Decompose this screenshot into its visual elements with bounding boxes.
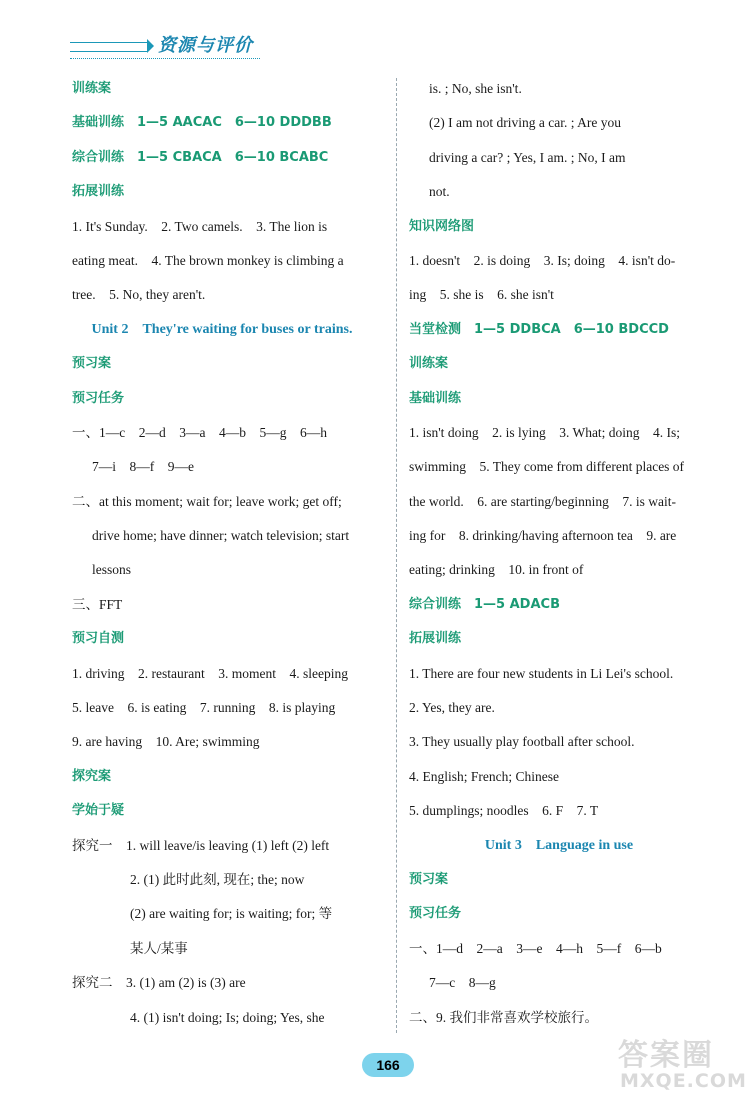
- answer-line: 1. There are four new students in Li Lei's school.: [409, 665, 674, 681]
- answer-line: ing 5. she is 6. she isn't: [409, 287, 554, 303]
- answer-line: drive home; have dinner; watch television; start: [92, 528, 350, 544]
- answer-line: ing for 8. drinking/having afternoon tea 9. are: [409, 528, 677, 544]
- answer-line: 三、FFT: [72, 596, 123, 612]
- header-title: 资源与评价: [158, 35, 253, 56]
- answer-line: 2. (1) 此时此刻, 现在; the; now: [130, 871, 305, 887]
- answer-line: driving a car? ; Yes, I am. ; No, I am: [429, 149, 626, 165]
- answer-line: 二、at this moment; wait for; leave work; get off;: [72, 493, 342, 509]
- answer-line: (2) I am not driving a car. ; Are you: [429, 115, 621, 131]
- answer-line: (2) are waiting for; is waiting; for; 等: [130, 906, 333, 922]
- answer-line: 9. are having 10. Are; swimming: [72, 734, 260, 750]
- section-heading: 知识网络图: [409, 218, 475, 234]
- left-column: [72, 78, 372, 1041]
- answer-line: 探究一 1. will leave/is leaving (1) left (2) left: [72, 837, 330, 853]
- page-number: 166: [362, 1053, 414, 1077]
- unit-title: Unit 2 They're waiting for buses or trains.: [91, 321, 353, 337]
- section-heading: 综合训练 1—5 ADACB: [409, 596, 560, 612]
- page-header: [70, 30, 270, 64]
- section-heading: 学始于疑: [72, 803, 125, 819]
- answer-line: 探究二 3. (1) am (2) is (3) are: [72, 975, 246, 991]
- section-heading: 预习案: [72, 356, 112, 372]
- section-heading: 当堂检测 1—5 DDBCA 6—10 BDCCD: [409, 321, 669, 337]
- section-heading: 训练案: [72, 81, 112, 96]
- section-heading: 综合训练 1—5 CBACA 6—10 BCABC: [72, 149, 329, 165]
- answer-line: 5. dumplings; noodles 6. F 7. T: [409, 803, 599, 819]
- answer-line: 7—c 8—g: [429, 975, 496, 991]
- answer-line: 1. It's Sunday. 2. Two camels. 3. The lion is: [72, 218, 328, 234]
- column-divider: [396, 78, 397, 1033]
- section-heading: 预习任务: [409, 906, 462, 922]
- answer-line: 一、1—d 2—a 3—e 4—h 5—f 6—b: [409, 940, 662, 956]
- answer-line: 某人/某事: [130, 940, 188, 956]
- answer-line: 4. (1) isn't doing; Is; doing; Yes, she: [130, 1009, 325, 1025]
- answer-line: 1. driving 2. restaurant 3. moment 4. sleeping: [72, 665, 348, 681]
- answer-line: 2. Yes, they are.: [409, 700, 495, 716]
- answer-line: eating meat. 4. The brown monkey is climbing a: [72, 252, 344, 268]
- header-arrow-decoration: [70, 42, 148, 52]
- answer-line: 二、9. 我们非常喜欢学校旅行。: [409, 1009, 598, 1025]
- header-underline: [70, 58, 260, 59]
- section-heading: 拓展训练: [409, 631, 462, 647]
- answer-line: is. ; No, she isn't.: [429, 81, 522, 96]
- answer-line: 3. They usually play football after school.: [409, 734, 635, 750]
- section-heading: 拓展训练: [72, 184, 125, 200]
- watermark-logo: [610, 1030, 747, 1096]
- section-heading: 基础训练: [409, 390, 462, 406]
- section-heading: 预习案: [409, 871, 449, 887]
- answer-line: 1. isn't doing 2. is lying 3. What; doing 4. Is;: [409, 424, 681, 440]
- answer-line: lessons: [92, 562, 132, 578]
- watermark-text-cn: 答案圈: [618, 1038, 714, 1073]
- section-heading: 训练案: [409, 356, 449, 372]
- section-heading: 预习任务: [72, 390, 125, 406]
- unit-title: Unit 3 Language in use: [484, 837, 634, 853]
- section-heading: 探究案: [72, 768, 112, 784]
- right-column: [409, 78, 709, 1041]
- section-heading: 基础训练 1—5 AACAC 6—10 DDDBB: [72, 115, 332, 131]
- answer-line: 4. English; French; Chinese: [409, 768, 559, 784]
- answer-line: not.: [429, 184, 450, 200]
- answer-line: the world. 6. are starting/beginning 7. is wait-: [409, 493, 676, 509]
- answer-line: swimming 5. They come from different places of: [409, 459, 685, 475]
- watermark-text-url: MXQE.COM: [620, 1070, 747, 1092]
- answer-line: tree. 5. No, they aren't.: [72, 287, 206, 303]
- answer-line: 一、1—c 2—d 3—a 4—b 5—g 6—h: [72, 424, 327, 440]
- section-heading: 预习自测: [72, 631, 125, 647]
- answer-line: 5. leave 6. is eating 7. running 8. is playing: [72, 700, 336, 716]
- answer-line: 7—i 8—f 9—e: [92, 459, 194, 475]
- answer-line: eating; drinking 10. in front of: [409, 562, 584, 578]
- answer-line: 1. doesn't 2. is doing 3. Is; doing 4. isn't do-: [409, 252, 676, 268]
